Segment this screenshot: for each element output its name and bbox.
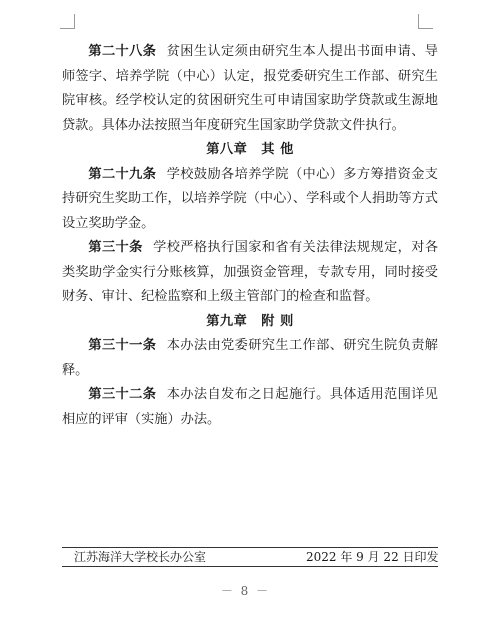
issuing-office: 江苏海洋大学校长办公室 [74,550,207,564]
page-number: － 8 － [220,584,271,598]
issue-date: 2022 年 9 月 22 日印发 [306,550,439,564]
article-number: 第三十条 [88,240,143,255]
article-31 [62,334,438,383]
chapter-9-heading [62,310,438,335]
article-number: 第二十九条 [88,166,157,182]
article-text: 本办法自发布之日起施行。具体适用范围详见相应的评审（实施）办法。 [62,387,438,427]
article-text: 本办法由党委研究生工作部、研究生院负责解释。 [62,338,438,378]
chapter-label: 第九章 [206,313,248,329]
article-text: 学校严格执行国家和省有关法律法规规定，对各类奖助学金实行分账核算，加强资金管理，专款专用，同时接受财务、审计、纪检监察和上级主管部门的检查和监督。 [62,240,439,304]
article-number: 第二十八条 [88,44,157,59]
article-text: 学校鼓励各培养学院（中心）多方筹措资金支持研究生奖助工作，以培养学院（中心）、学科或个人捐助等方式设立奖助学金。 [62,166,438,231]
footer-top-rule [62,547,438,548]
crop-mark-top-left [60,14,75,29]
chapter-label: 第八章 [206,142,248,157]
footer-bottom-rule [62,566,438,567]
document-body [62,40,438,432]
chapter-title: 附 则 [261,313,294,329]
article-32 [62,383,438,432]
article-29 [62,163,438,237]
article-number: 第三十二条 [88,387,157,402]
chapter-title: 其 他 [261,142,294,157]
article-number: 第三十一条 [88,338,157,353]
article-28 [62,40,438,138]
article-text: 贫困生认定须由研究生本人提出书面申请、导师签字、培养学院（中心）认定，报党委研究生工作部、研究生院审核。经学校认定的贫困研究生可申请国家助学贷款或生源地贷款。具体办法按照当年度研究生国家助学贷款文件执行。 [62,44,438,133]
chapter-8-heading [62,138,438,163]
crop-mark-top-right [418,14,433,29]
article-30 [62,236,438,310]
